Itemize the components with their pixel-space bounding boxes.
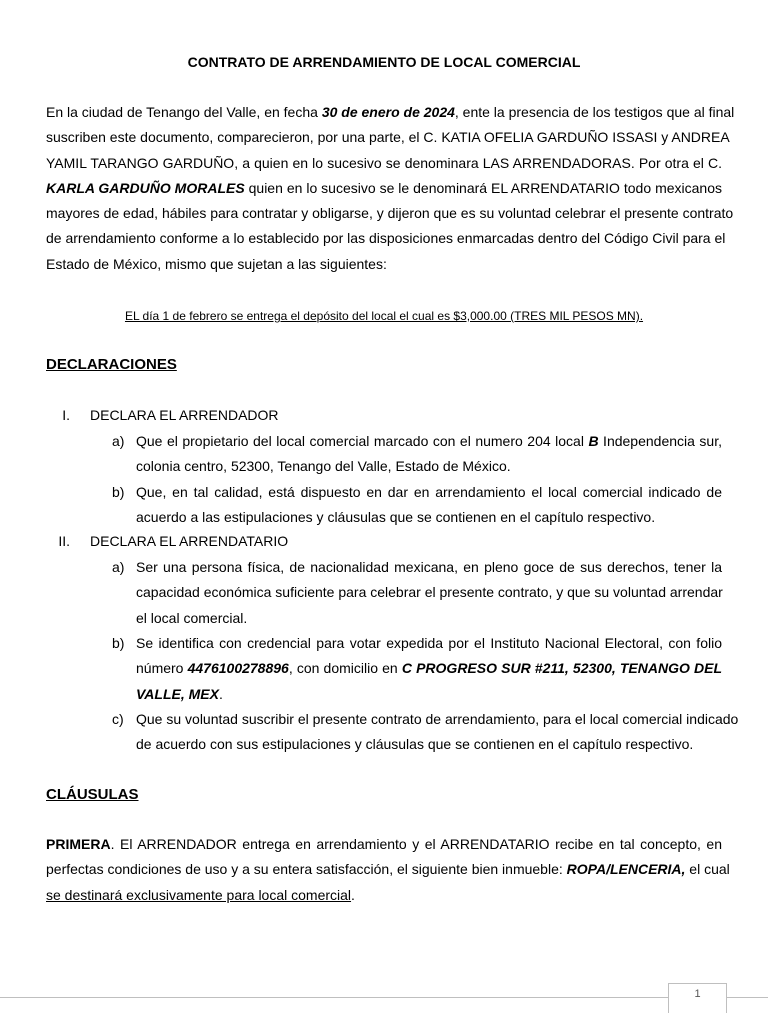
clause-label: PRIMERA	[46, 836, 111, 852]
text-run: En la ciudad de Tenango del Valle, en fecha	[46, 104, 322, 120]
local-letter: B	[588, 433, 599, 449]
intro-line: mayores de edad, hábiles para contratar y obligarse, y dijeron que es su voluntad celebrar el presente contrato	[46, 205, 734, 222]
footer-divider	[727, 997, 768, 998]
intro-line: suscriben este documento, comparecieron, por una parte, el C. KATIA OFELIA GARDUÑO ISSASI y ANDREA	[46, 129, 730, 146]
property-type: ROPA/LENCERIA,	[566, 861, 686, 878]
subitem-line: el local comercial.	[136, 609, 248, 626]
subitem-line: Que su voluntad suscribir el presente contrato de arrendamiento, para el local comercial indicado	[136, 711, 739, 727]
intro-line: YAMIL TARANGO GARDUÑO, a quien en lo sucesivo se denominara LAS ARRENDADORAS. Por otra el C.	[46, 154, 722, 171]
contract-date: 30 de enero de 2024	[321, 104, 455, 120]
subitem-body	[136, 631, 722, 707]
subitem-letter: c)	[112, 711, 124, 727]
intro-line: Estado de México, mismo que sujetan a las siguientes:	[46, 255, 387, 272]
subitem-letter: a)	[112, 433, 125, 449]
tenant-name: KARLA GARDUÑO MORALES	[46, 179, 245, 196]
subitem-line: acuerdo a las estipulaciones y cláusulas que se contienen en el capítulo respectivo.	[136, 509, 656, 526]
text-run: Que el propietario del local comercial marcado con el numero 204 local	[136, 433, 589, 449]
tenant-address: C PROGRESO SUR #211, 52300, TENANGO DEL	[401, 660, 723, 677]
subitem-body	[136, 429, 722, 480]
subitem-letter: b)	[112, 635, 125, 651]
subitem-line	[136, 429, 722, 454]
subitem-body	[136, 707, 739, 758]
text-run: el cual	[685, 861, 730, 878]
text-run: Independencia sur,	[598, 433, 722, 449]
clause-line	[46, 857, 730, 882]
document-title: CONTRATO DE ARRENDAMIENTO DE LOCAL COMERCIAL	[187, 54, 581, 70]
subitem-line: colonia centro, 52300, Tenango del Valle, Estado de México.	[136, 458, 511, 475]
subitem-body	[136, 480, 722, 531]
subitem-line	[136, 682, 722, 707]
roman-numeral: I.	[62, 407, 70, 423]
intro-line: de arrendamiento conforme a lo establecido por las disposiciones enmarcadas dentro del Código Civil para el	[46, 230, 726, 247]
text-run: número	[136, 660, 188, 677]
subitem-line: Que, en tal calidad, está dispuesto en dar en arrendamiento el local comercial indicado de	[136, 484, 722, 500]
clause-primera	[46, 832, 730, 908]
declaration-label: DECLARA EL ARRENDADOR	[90, 407, 279, 423]
intro-line	[46, 176, 722, 201]
text-run: , ente la presencia de los testigos que al final	[454, 104, 735, 120]
subitem-letter: a)	[112, 559, 125, 575]
subitem-line: de acuerdo con sus estipulaciones y cláusulas que se contienen en el capítulo respectivo.	[136, 736, 694, 753]
subitem-letter: b)	[112, 484, 125, 500]
clause-line	[46, 832, 722, 857]
clausulas-heading: CLÁUSULAS	[46, 786, 139, 803]
clause-purpose: se destinará exclusivamente para local comercial	[46, 886, 352, 903]
text-run: . El ARRENDADOR entrega en arrendamiento y el ARRENDATARIO recibe en tal concepto, en	[110, 836, 722, 852]
declaration-label: DECLARA EL ARRENDATARIO	[90, 533, 289, 549]
declaraciones-heading: DECLARACIONES	[46, 356, 177, 373]
deposit-note: EL día 1 de febrero se entrega el depósito del local el cual es $3,000.00 (TRES MIL PESOS MN).	[124, 309, 644, 323]
subitem-line: Se identifica con credencial para votar expedida por el Instituto Nacional Electoral, con folio	[136, 635, 722, 651]
text-run: , con domicilio en	[288, 660, 402, 677]
roman-numeral: II.	[58, 533, 70, 549]
voter-id-folio: 4476100278896	[187, 660, 289, 677]
text-run: perfectas condiciones de uso y a su entera satisfacción, el siguiente bien inmueble:	[46, 861, 567, 878]
subitem-line: capacidad económica suficiente para celebrar el presente contrato, y que su voluntad arrendar	[136, 584, 723, 601]
intro-paragraph	[46, 100, 735, 277]
text-run: .	[218, 685, 223, 702]
subitem-line: Ser una persona física, de nacionalidad mexicana, en pleno goce de sus derechos, tener la	[136, 559, 722, 575]
tenant-address: VALLE, MEX	[136, 685, 219, 702]
clause-line	[46, 883, 722, 908]
text-run: .	[351, 886, 355, 903]
subitem-line	[136, 656, 722, 681]
intro-line	[46, 100, 735, 125]
footer-divider	[0, 997, 668, 998]
subitem-body	[136, 555, 722, 631]
page-number: 1	[668, 983, 727, 1013]
text-run: quien en lo sucesivo se le denominará EL ARRENDATARIO todo mexicanos	[244, 179, 722, 196]
